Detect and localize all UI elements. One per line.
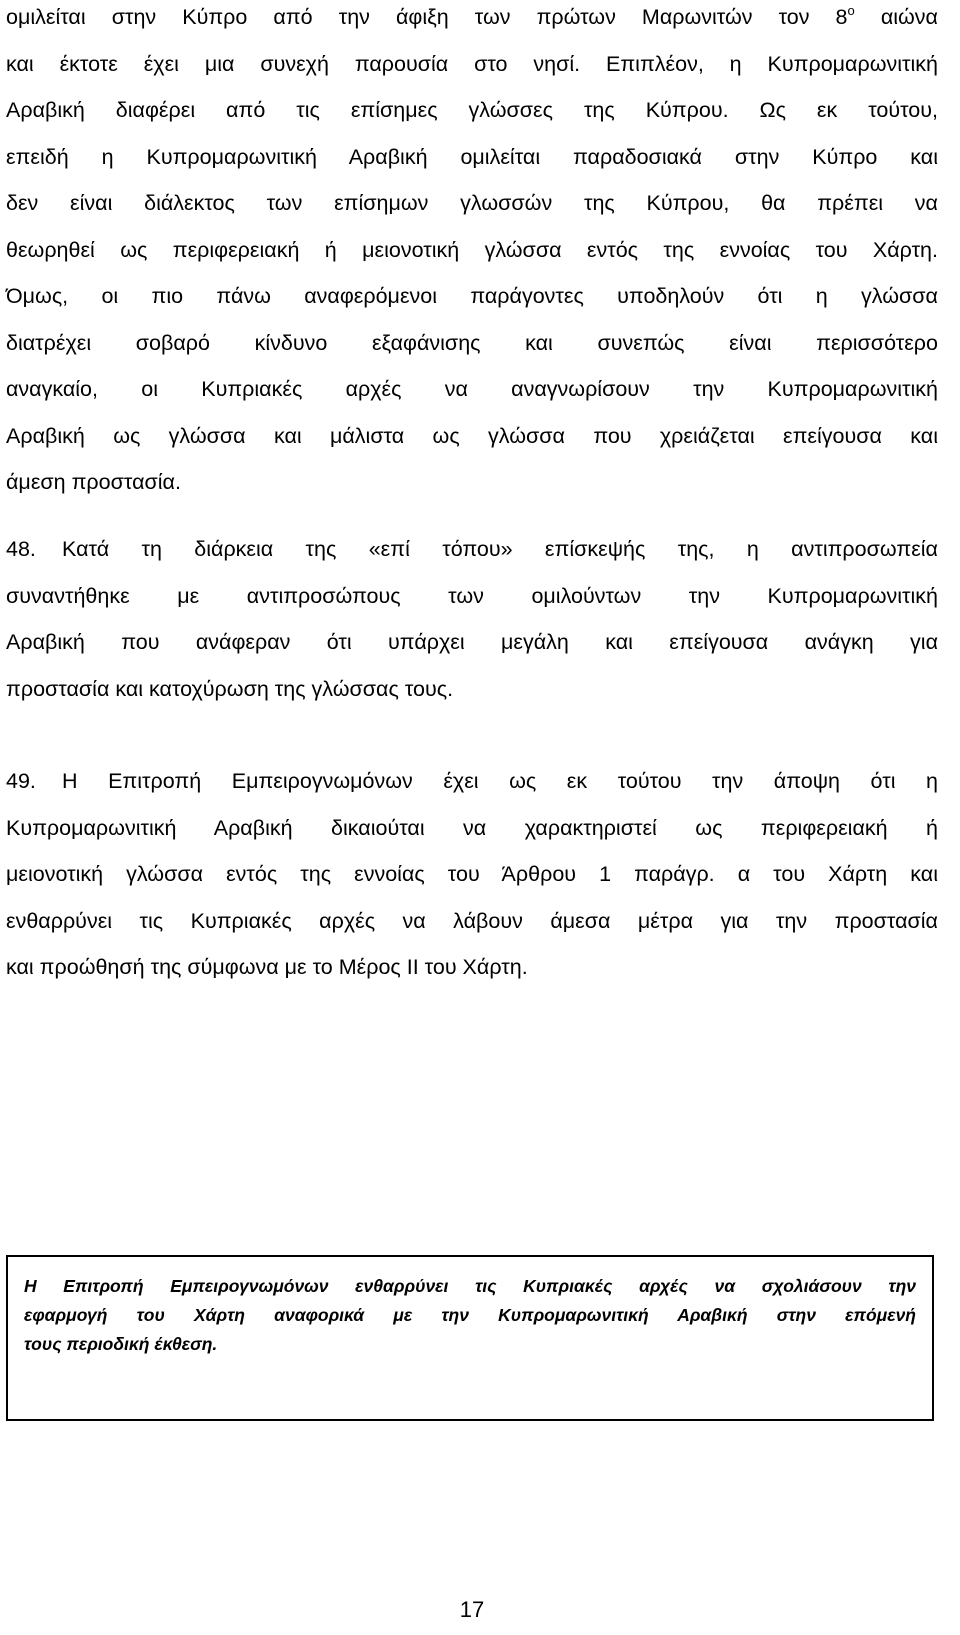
text-line: εφαρμογή του Χάρτη αναφορικά με την Κυπρομαρωνιτική Αραβική στην επόμενή <box>24 1305 916 1325</box>
text-line: άμεση προστασία. <box>6 470 181 494</box>
text-line: θεωρηθεί ως περιφερειακή ή μειονοτική γλώσσα εντός της εννοίας του Χάρτη. <box>6 237 938 262</box>
text-line: Η Επιτροπή Εμπειρογνωμόνων ενθαρρύνει τις Κυπριακές αρχές να σχολιάσουν την <box>24 1276 916 1296</box>
text-line: Όμως, οι πιο πάνω αναφερόμενοι παράγοντες υποδηλούν ότι η γλώσσα <box>6 284 938 308</box>
paragraph-intro <box>6 0 938 506</box>
text-line: ενθαρρύνει τις Κυπριακές αρχές να λάβουν άμεσα μέτρα για την προστασία <box>6 908 938 933</box>
text-line: προστασία και κατοχύρωση της γλώσσας τους. <box>6 676 454 701</box>
text-line: συναντήθηκε με αντιπροσώπους των ομιλούντων την Κυπρομαρωνιτική <box>6 583 938 608</box>
text-line: και έκτοτε έχει μια συνεχή παρουσία στο νησί. Επιπλέον, η Κυπρομαρωνιτική <box>6 51 938 76</box>
page-number: 17 <box>459 1597 485 1622</box>
text-line: μειονοτική γλώσσα εντός της εννοίας του Άρθρου 1 παράγρ. α του Χάρτη και <box>6 862 938 886</box>
text-line: επειδή η Κυπρομαρωνιτική Αραβική ομιλείται παραδοσιακά στην Κύπρο και <box>6 144 938 169</box>
paragraph-49 <box>6 758 938 991</box>
text-line: Αραβική διαφέρει από τις επίσημες γλώσσες της Κύπρου. Ως εκ τούτου, <box>6 98 938 122</box>
superscript: ο <box>847 3 855 18</box>
recommendation-box <box>6 1255 934 1421</box>
recommendation-text <box>24 1272 916 1359</box>
text-line: Κυπρομαρωνιτική Αραβική δικαιούται να χαρακτηριστεί ως περιφερειακή ή <box>6 815 938 840</box>
text-line: Αραβική ως γλώσσα και μάλιστα ως γλώσσα που χρειάζεται επείγουσα και <box>6 423 938 448</box>
text-line: 48. Κατά τη διάρκεια της «επί τόπου» επίσκεψής της, η αντιπροσωπεία <box>6 526 938 573</box>
paragraph-48 <box>6 526 938 712</box>
text-line: ομιλείται στην Κύπρο από την άφιξη των πρώτων Μαρωνιτών τον $8^o$ αιώνα <box>6 3 938 29</box>
paragraph-number: 49. <box>6 769 36 793</box>
paragraph-number: 48. <box>6 537 36 561</box>
text-line: τους περιοδική έκθεση. <box>24 1334 218 1354</box>
text-line: και προώθησή της σύμφωνα με το Μέρος ΙΙ του Χάρτη. <box>6 955 528 979</box>
text-line: διατρέχει σοβαρό κίνδυνο εξαφάνισης και συνεπώς είναι περισσότερο <box>6 330 938 355</box>
text-line: 49. Η Επιτροπή Εμπειρογνωμόνων έχει ως εκ τούτου την άποψη ότι η <box>6 758 938 805</box>
text-line: δεν είναι διάλεκτος των επίσημων γλωσσών της Κύπρου, θα πρέπει να <box>6 191 938 215</box>
text-line: Αραβική που ανάφεραν ότι υπάρχει μεγάλη και επείγουσα ανάγκη για <box>6 630 938 654</box>
text-line: αναγκαίο, οι Κυπριακές αρχές να αναγνωρίσουν την Κυπρομαρωνιτική <box>6 377 938 401</box>
